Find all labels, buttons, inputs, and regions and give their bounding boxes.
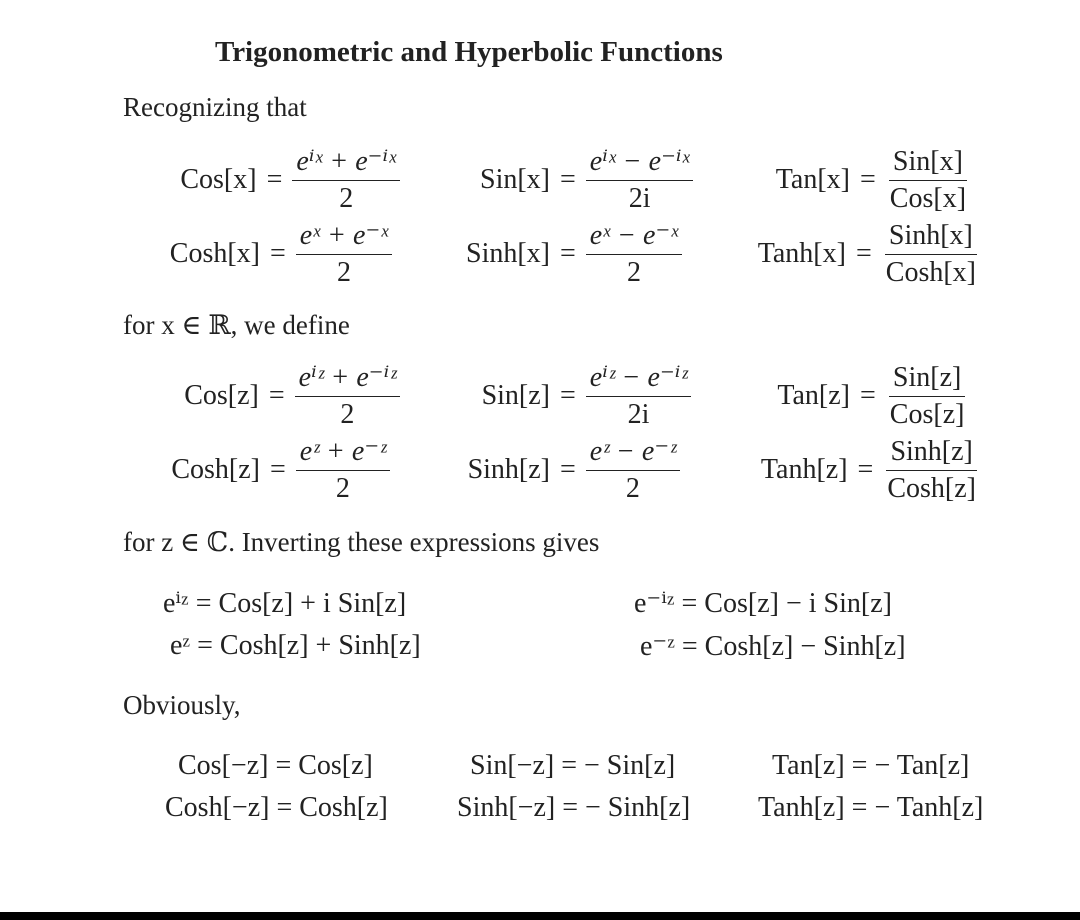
fraction: $\frac{\text{eˣ − e⁻ˣ}}{2}$ [586, 221, 682, 287]
equation-row [0, 436, 1080, 504]
equation-row [0, 146, 1080, 214]
fraction: $\frac{\text{eⁱˣ + e⁻ⁱˣ}}{2}$ [292, 147, 400, 213]
bottom-border [0, 912, 1080, 920]
equation-cosh-z: Cosh[z] = $\frac{\text{eᶻ + e⁻ᶻ}}{2}$ [150, 440, 400, 500]
fraction: $\frac{\text{Sinh[z]}}{\text{Cosh[z]}}$ [887, 436, 976, 504]
equation-tanh-odd: Tanh[z] = − Tanh[z] [758, 792, 984, 823]
equation-sin-z: Sin[z] = $\frac{\text{eⁱᶻ − e⁻ⁱᶻ}}{2i}$ [450, 366, 700, 426]
equation-row [0, 220, 1080, 288]
fraction: $\frac{\text{eⁱᶻ − e⁻ⁱᶻ}}{2i}$ [586, 363, 691, 429]
equation-sinh-z: Sinh[z] = $\frac{\text{eᶻ − e⁻ᶻ}}{2}$ [450, 440, 700, 500]
paragraph-obviously: Obviously, [123, 690, 241, 720]
equation-tan-z: Tan[z] = $\frac{\text{Sin[z]}}{\text{Cos[z]}}$ [750, 366, 980, 426]
equation-exp-z: eᶻ = Cosh[z] + Sinh[z] [170, 630, 421, 661]
equation-cos-z: Cos[z] = $\frac{\text{eⁱᶻ + e⁻ⁱᶻ}}{2}$ [150, 366, 400, 426]
fraction: $\frac{\text{eˣ + e⁻ˣ}}{2}$ [296, 221, 392, 287]
fraction: $\frac{\text{eᶻ + e⁻ᶻ}}{2}$ [296, 437, 390, 503]
equation-tan-odd: Tan[z] = − Tan[z] [772, 750, 970, 781]
paragraph-for-z-inverting: for z ∈ ℂ. Inverting these expressions gives [123, 527, 600, 557]
equation-tan-x: Tan[x] = $\frac{\text{Sin[x]}}{\text{Cos[x]}}$ [750, 150, 980, 210]
equation-cos-x: Cos[x] = $\frac{\text{eⁱˣ + e⁻ⁱˣ}}{2}$ [150, 150, 400, 210]
fraction: $\frac{\text{Sinh[x]}}{\text{Cosh[x]}}$ [885, 220, 976, 288]
equation-cosh-x: Cosh[x] = $\frac{\text{eˣ + e⁻ˣ}}{2}$ [150, 224, 400, 284]
section-title: Trigonometric and Hyperbolic Functions [215, 36, 723, 68]
equation-exp-minus-z: e⁻ᶻ = Cosh[z] − Sinh[z] [640, 631, 906, 662]
equation-sin-x: Sin[x] = $\frac{\text{eⁱˣ − e⁻ⁱˣ}}{2i}$ [450, 150, 700, 210]
equation-exp-iz: eⁱᶻ = Cos[z] + i Sin[z] [163, 588, 407, 619]
paragraph-for-x: for x ∈ ℝ, we define [123, 310, 350, 340]
equation-exp-minus-iz: e⁻ⁱᶻ = Cos[z] − i Sin[z] [634, 588, 892, 619]
equation-sin-odd: Sin[−z] = − Sin[z] [470, 750, 676, 781]
equation-cos-even: Cos[−z] = Cos[z] [178, 750, 373, 781]
equation-tanh-x: Tanh[x] = $\frac{\text{Sinh[x]}}{\text{Cosh[x]}}$ [750, 224, 980, 284]
equation-tanh-z: Tanh[z] = $\frac{\text{Sinh[z]}}{\text{Cosh[z]}}$ [750, 440, 980, 500]
equation-cosh-even: Cosh[−z] = Cosh[z] [165, 792, 388, 823]
equation-row [0, 362, 1080, 430]
fraction: $\frac{\text{Sin[x]}}{\text{Cos[x]}}$ [889, 146, 967, 214]
fraction: $\frac{\text{Sin[z]}}{\text{Cos[z]}}$ [889, 362, 965, 430]
paragraph-recognizing: Recognizing that [123, 92, 307, 122]
equation-sinh-x: Sinh[x] = $\frac{\text{eˣ − e⁻ˣ}}{2}$ [450, 224, 700, 284]
fraction: $\frac{\text{eⁱᶻ + e⁻ⁱᶻ}}{2}$ [295, 363, 400, 429]
fraction: $\frac{\text{eᶻ − e⁻ᶻ}}{2}$ [586, 437, 680, 503]
equation-sinh-odd: Sinh[−z] = − Sinh[z] [457, 792, 691, 823]
fraction: $\frac{\text{eⁱˣ − e⁻ⁱˣ}}{2i}$ [586, 147, 694, 213]
